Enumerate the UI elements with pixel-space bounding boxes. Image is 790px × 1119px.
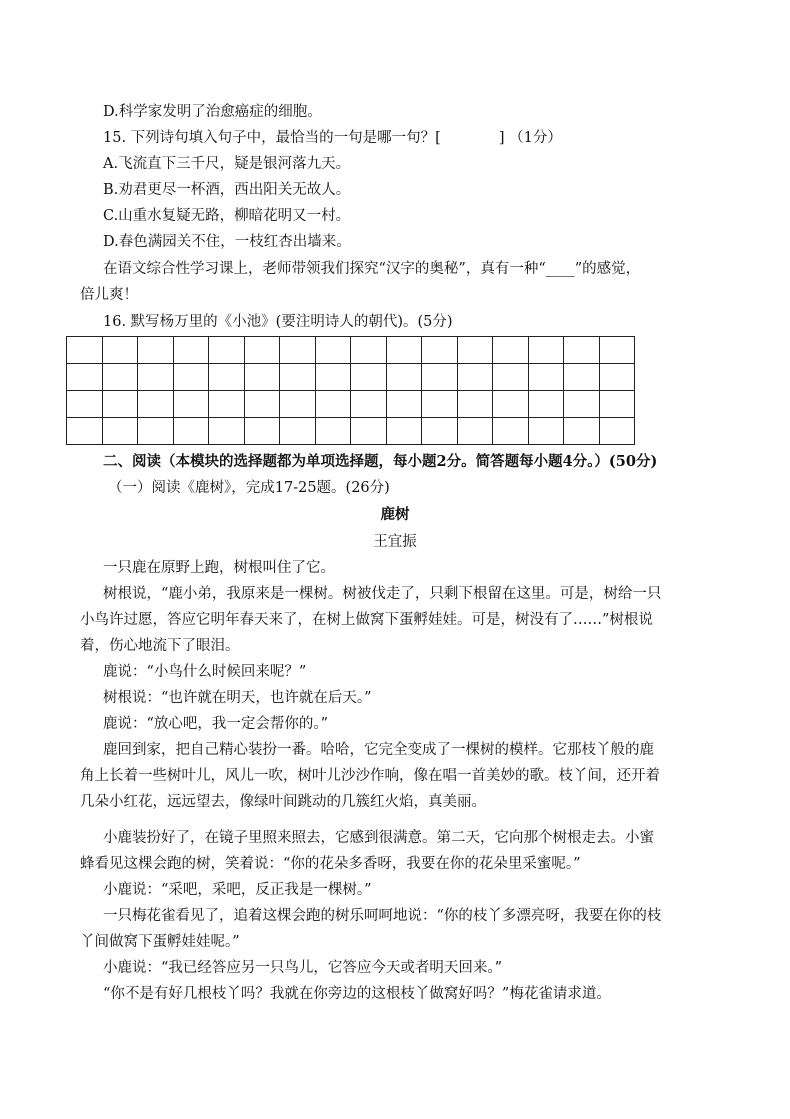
q15-context-line1: 在语文综合性学习课上，老师带领我们探究“汉字的奥秘”，真有一种“____”的感觉， xyxy=(103,261,641,277)
paragraph-line: 鹿回到家，把自己精心装扮一番。哈哈，它完全变成了一棵树的模样。它那枝丫般的鹿 xyxy=(103,742,654,758)
grid-row xyxy=(67,337,635,364)
q15-stem: 15. 下列诗句填入句子中，最恰当的一句是哪一句？[ ] （1分） xyxy=(103,130,562,146)
q16-stem: 16. 默写杨万里的《小池》(要注明诗人的朝代)。(5分) xyxy=(103,314,453,330)
paragraph-line: 一只鹿在原野上跑，树根叫住了它。 xyxy=(103,560,335,576)
grid-row xyxy=(67,364,635,391)
writing-grid xyxy=(66,336,635,445)
paragraph-line: 小鸟许过愿，答应它明年春天来了，在树上做窝下蛋孵娃娃。可是，树没有了……”树根说 xyxy=(80,612,653,628)
paragraph-line: 鹿说：“放心吧，我一定会帮你的。” xyxy=(103,716,329,732)
paragraph-line: 着，伤心地流下了眼泪。 xyxy=(80,638,240,654)
paragraph-line: 树根说，“鹿小弟，我原来是一棵树。树被伐走了，只剩下根留在这里。可是，树给一只 xyxy=(103,586,662,602)
paragraph-line: 小鹿说：“采吧，采吧，反正我是一棵树。” xyxy=(103,882,372,898)
paragraph-line: 小鹿装扮好了，在镜子里照来照去，它感到很满意。第二天，它向那个树根走去。小蜜 xyxy=(103,830,654,846)
paragraph-line: “你不是有好几根枝丫吗？我就在你旁边的这根枝丫做窝好吗？”梅花雀请求道。 xyxy=(103,986,611,1002)
paragraph-line: 角上长着一些树叶儿，风儿一吹，树叶儿沙沙作响，像在唱一首美妙的歌。枝丫间，还开着 xyxy=(80,768,660,784)
paragraph-line: 一只梅花雀看见了，追着这棵会跑的树乐呵呵地说：“你的枝丫多漂亮呀，我要在你的枝 xyxy=(103,908,662,924)
paragraph-line: 蜂看见这棵会跑的树，笑着说：“你的花朵多香呀，我要在你的花朵里采蜜呢。” xyxy=(80,856,581,872)
reading-one-instruction: （一）阅读《鹿树》，完成17-25题。(26分) xyxy=(108,480,390,496)
paragraph-line: 小鹿说：“我已经答应另一只鸟儿，它答应今天或者明天回来。” xyxy=(103,960,503,976)
paragraph-line: 几朵小红花，远远望去，像绿叶间跳动的几簇红火焰，真美丽。 xyxy=(80,794,486,810)
q15-option-c: C.山重水复疑无路，柳暗花明又一村。 xyxy=(103,208,351,224)
paragraph-line: 鹿说：“小鸟什么时候回来呢？” xyxy=(103,664,307,680)
q15-context-line2: 倍儿爽！ xyxy=(80,287,138,303)
q15-option-a: A.飞流直下三千尺，疑是银河落九天。 xyxy=(103,156,351,172)
paragraph-line: 丫间做窝下蛋孵娃娃呢。” xyxy=(80,934,240,950)
q14-option-d: D.科学家发明了治愈癌症的细胞。 xyxy=(103,104,322,120)
story-author: 王宜振 xyxy=(373,534,417,550)
paragraph-line: 树根说：“也许就在明天，也许就在后天。” xyxy=(103,690,372,706)
q15-option-d: D.春色满园关不住，一枝红杏出墙来。 xyxy=(103,234,351,250)
grid-row xyxy=(67,391,635,418)
section-two-heading: 二、阅读（本模块的选择题都为单项选择题，每小题2分。简答题每小题4分。）(50分) xyxy=(103,453,658,470)
q15-option-b: B.劝君更尽一杯酒，西出阳关无故人。 xyxy=(103,182,351,198)
story-title: 鹿树 xyxy=(380,506,410,523)
grid-row xyxy=(67,418,635,445)
